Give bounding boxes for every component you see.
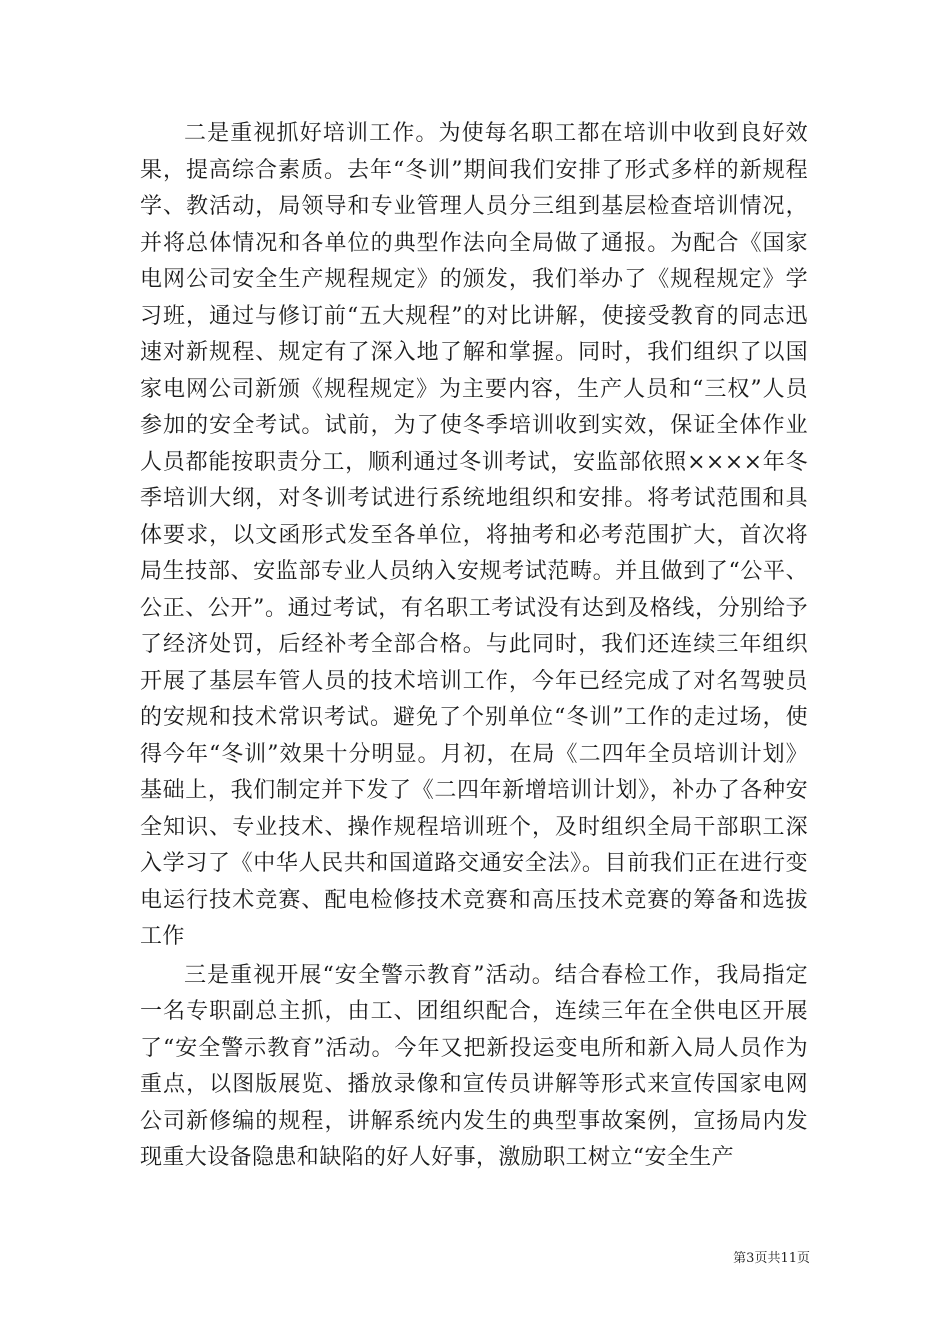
page-number: 第3页共11页 — [733, 1251, 810, 1266]
paragraph-safety-warning: 三是重视开展“安全警示教育”活动。结合春检工作，我局指定一名专职副总主抓，由工、团组织配合，连续三年在全供电区开展了“安全警示教育”活动。今年又把新投运变电所和新入局人员作为重点，以图版展览、播放录像和宣传员讲解等形式来宣传国家电网公司新修编的规程，讲解系统内发生的典型事故案例，宣扬局内发现重大设备隐患和缺陷的好人好事，激励职工树立“安全生产 — [140, 962, 808, 1170]
paragraph-training: 二是重视抓好培训工作。为使每名职工都在培训中收到良好效果，提高综合素质。去年“冬训”期间我们安排了形式多样的新规程学、教活动，局领导和专业管理人员分三组到基层检查培训情况，并将总体情况和各单位的典型作法向全局做了通报。为配合《国家电网公司安全生产规程规定》的颁发，我们举办了《规程规定》学习班，通过与修订前“五大规程”的对比讲解，使接受教育的同志迅速对新规程、规定有了深入地了解和掌握。同时，我们组织了以国家电网公司新颁《规程规定》为主要内容，生产人员和“三权”人员参加的安全考试。试前，为了使冬季培训收到实效，保证全体作业人员都能按职责分工，顺利通过冬训考试，安监部依照××××年冬季培训大纲，对冬训考试进行系统地组织和安排。将考试范围和具体要求，以文函形式发至各单位，将抽考和必考范围扩大，首次将局生技部、安监部专业人员纳入安规考试范畴。并且做到了“公平、公正、公开”。通过考试，有名职工考试没有达到及格线，分别给予了经济处罚，后经补考全部合格。与此同时，我们还连续三年组织开展了基层车管人员的技术培训工作，今年已经完成了对名驾驶员的安规和技术常识考试。避免了个别单位“冬训”工作的走过场，使得今年“冬训”效果十分明显。月初，在局《二四年全员培训计划》基础上，我们制定并下发了《二四年新增培训计划》，补办了各种安全知识、专业技术、操作规程培训班个，及时组织全局干部职工深入学习了《中华人民共和国道路交通安全法》。目前我们正在进行变电运行技术竞赛、配电检修技术竞赛和高压技术竞赛的筹备和选拔工作 — [140, 121, 808, 949]
document-body — [140, 116, 808, 1177]
